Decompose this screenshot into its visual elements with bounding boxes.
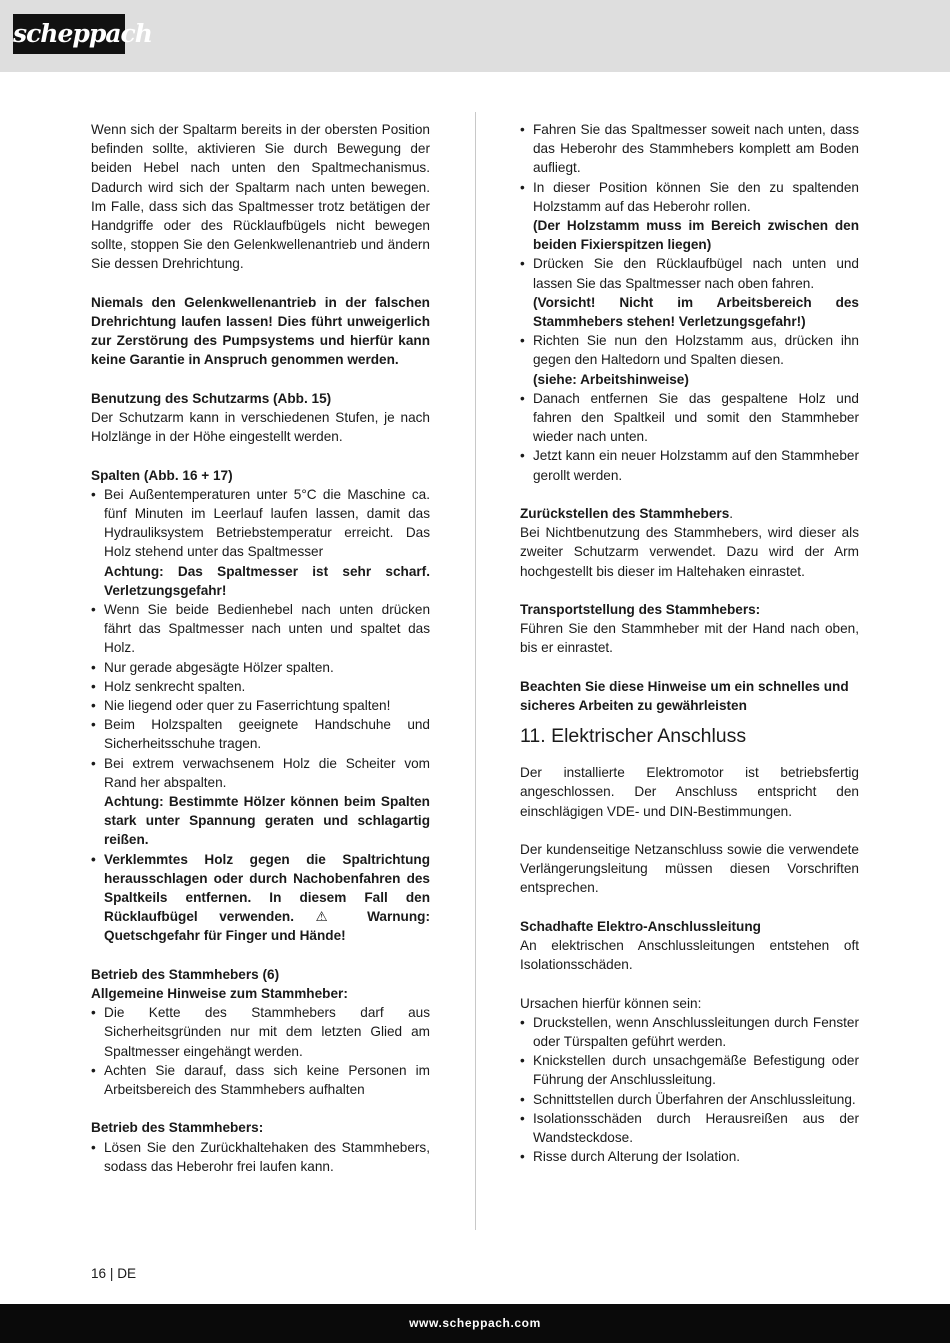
list-item: • Beim Holzspalten geeignete Handschuhe und Sicherheitsschuhe tragen. [91,715,430,753]
elektro-paragraph-1: Der installierte Elektromotor ist betriebsfertig angeschlossen. Der Anschluss entspricht den einschlägigen VDE- und DIN-Bestimmungen. [520,765,859,819]
page-footer [0,1304,950,1343]
list-item: • Jetzt kann ein neuer Holzstamm auf den Stammheber gerollt werden. [520,446,859,484]
item-note: (siehe: Arbeitshinweise) [533,371,689,387]
schutzarm-text: Der Schutzarm kann in verschiedenen Stufen, je nach Holzlänge in der Höhe eingestellt werden. [91,410,430,445]
page-number: 16 | DE [91,1266,137,1281]
ursachen-intro: Ursachen hierfür können sein: [520,995,702,1011]
list-item: • Knickstellen durch unsachgemäße Befestigung oder Führung der Anschlussleitung. [520,1051,859,1089]
elektro-paragraph-2: Der kundenseitige Netzanschluss sowie die verwendete Verlängerungsleitung müssen diesen Vorschriften entsprechen. [520,842,859,896]
list-item: • Verklemmtes Holz gegen die Spaltrichtung herausschlagen oder durch Nachobenfahren des Spaltkeils entfernen. In diesem Fall den Rücklaufbügel verwenden. ⚠ Warnung: Quetschgefahr für Finger und Hände! [91,850,430,946]
list-item: • Achten Sie darauf, dass sich keine Personen im Arbeitsbereich des Stammhebers aufhalten [91,1061,430,1099]
list-item: • Nur gerade abgesägte Hölzer spalten. [91,658,430,677]
zurueck-heading: Zurückstellen des Stammhebers. [520,506,734,522]
item-note: Achtung: Das Spaltmesser ist sehr scharf. Verletzungsgefahr! [104,563,430,598]
list-item: • Danach entfernen Sie das gespaltene Holz und fahren den Spaltkeil und somit den Stammheber wieder nach unten. [520,389,859,447]
brand-logo: scheppach [13,14,125,54]
list-item: • Fahren Sie das Spaltmesser soweit nach unten, dass das Heberohr des Stammhebers komplett am Boden aufliegt. [520,120,859,178]
list-item: • Nie liegend oder quer zu Faserrichtung spalten! [91,696,430,715]
column-divider [475,112,476,1230]
betrieb-list [91,1138,430,1176]
schadhaft-heading: Schadhafte Elektro-Anschlussleitung [520,918,761,934]
list-item: • Wenn Sie beide Bedienhebel nach unten drücken fährt das Spaltmesser nach unten und spaltet das Holz. [91,600,430,658]
list-item: • Schnittstellen durch Überfahren der Anschlussleitung. [520,1090,859,1109]
spalten-heading: Spalten (Abb. 16 + 17) [91,467,233,483]
beachten-note: Beachten Sie diese Hinweise um ein schnelles und sicheres Arbeiten zu gewährleisten [520,678,849,714]
allgemein-heading: Allgemeine Hinweise zum Stammheber: [91,986,348,1002]
website-link[interactable]: www.scheppach.com [409,1316,541,1330]
allgemein-list [91,1003,430,1099]
list-item: • In dieser Position können Sie den zu spaltenden Holzstamm auf das Heberohr rollen. (Der Holzstamm muss im Bereich zwischen den beiden Fixierspitzen liegen) [520,178,859,255]
ursachen-list [520,1013,859,1167]
spalten-list [91,485,430,946]
list-item: • Lösen Sie den Zurückhaltehaken des Stammhebers, sodass das Heberohr frei laufen kann. [91,1138,430,1176]
list-item: • Holz senkrecht spalten. [91,677,430,696]
item-note: (Vorsicht! Nicht im Arbeitsbereich des Stammhebers stehen! Verletzungsgefahr!) [533,294,859,330]
intro-paragraph: Wenn sich der Spaltarm bereits in der obersten Position befinden sollte, aktivieren Sie durch Bewegung der beiden Hebel nach unten den Spaltmechanismus. Dadurch wird sich der Spaltarm nach unten bewegen. Im Falle, dass sich das Spaltmesser trotz betätigen der Handgriffe oder des Rücklaufbügels nicht bewegen sollte, stoppen Sie den Gelenkwellenantrieb und ändern Sie dessen Drehrichtung. [91,122,430,272]
schadhaft-text: An elektrischen Anschlussleitungen entstehen oft Isolationsschäden. [520,938,859,973]
list-item: • Drücken Sie den Rücklaufbügel nach unten und lassen Sie das Spaltmesser nach oben fahren. (Vorsicht! Nicht im Arbeitsbereich des Stammhebers stehen! Verletzungsgefahr!) [520,254,859,331]
page-header [0,0,950,72]
schutzarm-heading: Benutzung des Schutzarms (Abb. 15) [91,390,332,406]
stammheber-heading: Betrieb des Stammhebers (6) [91,966,280,982]
item-note: Achtung: Bestimmte Hölzer können beim Spalten stark unter Spannung geraten und schlagartig reißen. [104,794,430,848]
drive-warning: Niemals den Gelenkwellenantrieb in der falschen Drehrichtung laufen lassen! Dies führt unweigerlich zur Zerstörung des Pumpsystems und hierfür kann keine Garantie in Anspruch genommen werden. [91,294,430,368]
list-item: • Isolationsschäden durch Herausreißen aus der Wandsteckdose. [520,1109,859,1147]
left-column [91,120,430,1176]
list-item: • Richten Sie nun den Holzstamm aus, drücken ihn gegen den Haltedorn und Spalten diesen. (siehe: Arbeitshinweise) [520,331,859,389]
item-note: (Der Holzstamm muss im Bereich zwischen den beiden Fixierspitzen liegen) [533,218,859,253]
list-item: • Risse durch Alterung der Isolation. [520,1147,859,1166]
zurueck-text: Bei Nichtbenutzung des Stammhebers, wird dieser als zweiter Schutzarm verwendet. Dazu wird der Arm hochgestellt bis dieser im Haltehaken einrastet. [520,525,859,579]
section-title: 11. Elektrischer Anschluss [520,725,747,748]
list-item: • Druckstellen, wenn Anschlussleitungen durch Fenster oder Türspalten geführt werden. [520,1013,859,1051]
transport-heading: Transportstellung des Stammhebers: [520,602,761,618]
betrieb-heading: Betrieb des Stammhebers: [91,1120,264,1136]
right-column [520,120,859,1166]
betrieb-list-continued [520,120,859,485]
list-item: • Bei Außentemperaturen unter 5°C die Maschine ca. fünf Minuten im Leerlauf laufen lassen, damit das Hydrauliksystem Betriebstemperatur erreicht. Das Holz stehend unter das Spaltmesser Achtung: Das Spaltmesser ist sehr scharf. Verletzungsgefahr! [91,485,430,600]
list-item: • Bei extrem verwachsenem Holz die Scheiter vom Rand her abspalten. Achtung: Bestimmte Hölzer können beim Spalten stark unter Spannung geraten und schlagartig reißen. [91,754,430,850]
transport-text: Führen Sie den Stammheber mit der Hand nach oben, bis er einrastet. [520,621,859,656]
list-item: • Die Kette des Stammhebers darf aus Sicherheitsgründen nur mit dem letzten Glied am Spaltmesser eingehängt werden. [91,1003,430,1061]
